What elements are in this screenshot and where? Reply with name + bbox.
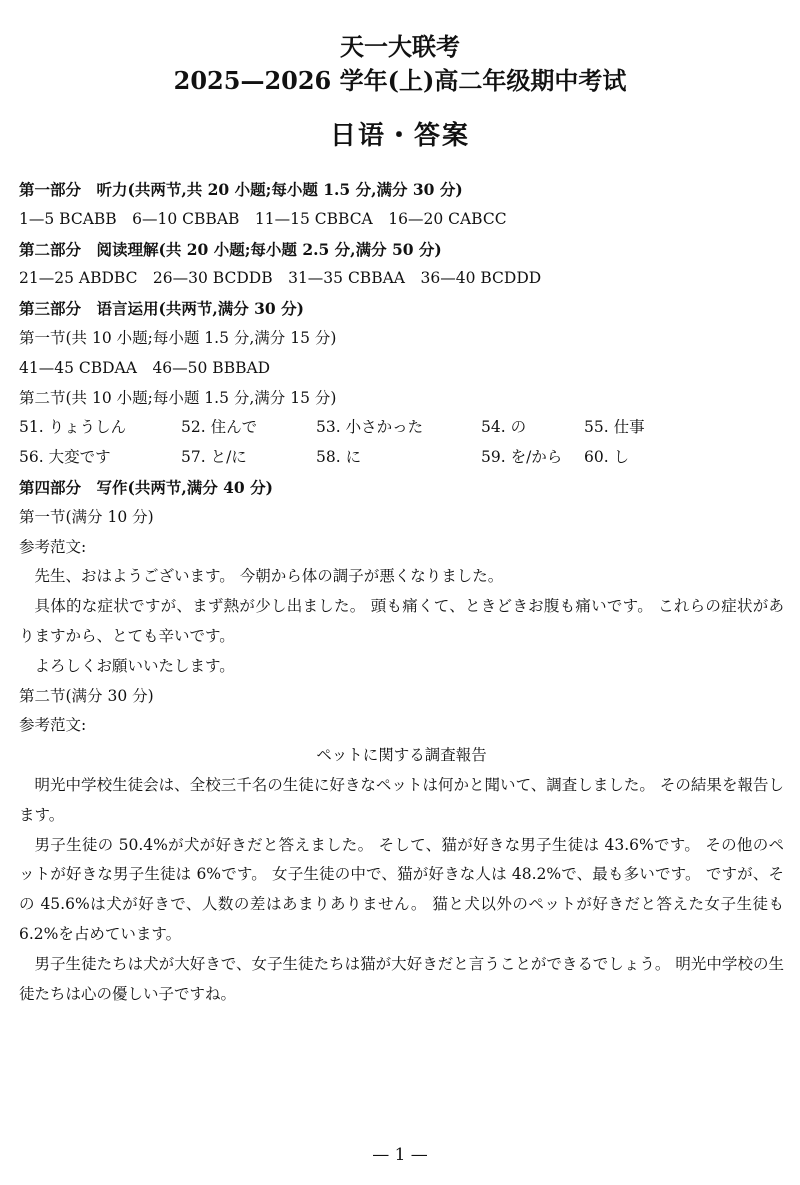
part3-sec1-heading: 第一节(共 10 小题;每小题 1.5 分,满分 15 分) bbox=[19, 328, 337, 347]
answer-row-51-55 bbox=[19, 413, 784, 443]
answer-54: 54. の bbox=[481, 418, 527, 437]
part1-answers: 1—5 BCABB 6—10 CBBAB 11—15 CBBCA 16—20 CABCC bbox=[19, 209, 507, 228]
sec2-paragraph: 男子生徒の 50.4%が犬が好きだと答えました。 そして、猫が好きな男子生徒は 43.6%です。 その他のペットが好きな男子生徒は 6%です。 女子生徒の中で、猫が好きな人は 48.2%で、最も多いです。 ですが、その 45.6%は犬が好きで、人数の差はあまりありません。 猫と犬以外のペットが好きだと答えた女子生徒も 6.2%を占めています。 bbox=[19, 835, 784, 943]
part4-sec1-ref-label: 参考范文: bbox=[19, 537, 87, 556]
part4-sec2-ref-label: 参考范文: bbox=[19, 716, 87, 735]
part1-heading: 第一部分 听力(共两节,共 20 小题;每小题 1.5 分,满分 30 分) bbox=[19, 180, 463, 199]
essay-title: ペットに関する調査報告 bbox=[316, 746, 487, 765]
answer-60: 60. し bbox=[584, 448, 630, 467]
part4-heading: 第四部分 写作(共两节,满分 40 分) bbox=[19, 477, 273, 497]
content bbox=[19, 175, 784, 1009]
answer-51: 51. りょうしん bbox=[19, 418, 127, 437]
exam-name: 2025—2026 学年(上)高二年级期中考试 bbox=[173, 66, 627, 95]
part2-answers: 21—25 ABDBC 26—30 BCDDB 31—35 CBBAA 36—40 BCDDD bbox=[19, 269, 542, 288]
page-title: 日语・答案 bbox=[329, 121, 470, 151]
header bbox=[0, 0, 800, 154]
answer-row-56-60 bbox=[19, 443, 784, 473]
sec1-paragraph: よろしくお願いいたします。 bbox=[34, 656, 235, 675]
part4-sec2-heading: 第二节(满分 30 分) bbox=[19, 686, 154, 705]
part4-sec1-heading: 第一节(满分 10 分) bbox=[19, 507, 154, 526]
part3-heading: 第三部分 语言运用(共两节,满分 30 分) bbox=[19, 299, 304, 319]
sec1-paragraph: 先生、おはようございます。 今朝から体の調子が悪くなりました。 bbox=[34, 567, 504, 586]
answer-57: 57. と/に bbox=[181, 448, 247, 467]
part3-sec1-answers: 41—45 CBDAA 46—50 BBBAD bbox=[19, 358, 271, 377]
org-name: 天一大联考 bbox=[340, 32, 460, 61]
answer-55: 55. 仕事 bbox=[584, 418, 645, 437]
part2-heading: 第二部分 阅读理解(共 20 小题;每小题 2.5 分,满分 50 分) bbox=[19, 239, 442, 259]
answer-52: 52. 住んで bbox=[181, 418, 258, 437]
answer-56: 56. 大変です bbox=[19, 448, 111, 467]
page-number: — 1 — bbox=[372, 1145, 428, 1165]
sec1-paragraph: 具体的な症状ですが、まず熱が少し出ました。 頭も痛くて、ときどきお腹も痛いです。 これらの症状がありますから、とても辛いです。 bbox=[19, 597, 784, 645]
sec2-paragraph: 明光中学校生徒会は、全校三千名の生徒に好きなペットは何かと聞いて、調査しました。 その結果を報告します。 bbox=[19, 775, 784, 824]
sec2-paragraph: 男子生徒たちは犬が大好きで、女子生徒たちは猫が大好きだと言うことができるでしょう。 明光中学校の生徒たちは心の優しい子ですね。 bbox=[19, 954, 784, 1003]
answer-58: 58. に bbox=[316, 448, 362, 467]
answer-53: 53. 小さかった bbox=[316, 418, 424, 437]
part3-sec2-heading: 第二节(共 10 小题;每小题 1.5 分,满分 15 分) bbox=[19, 388, 337, 407]
answer-59: 59. を/から bbox=[481, 448, 563, 467]
